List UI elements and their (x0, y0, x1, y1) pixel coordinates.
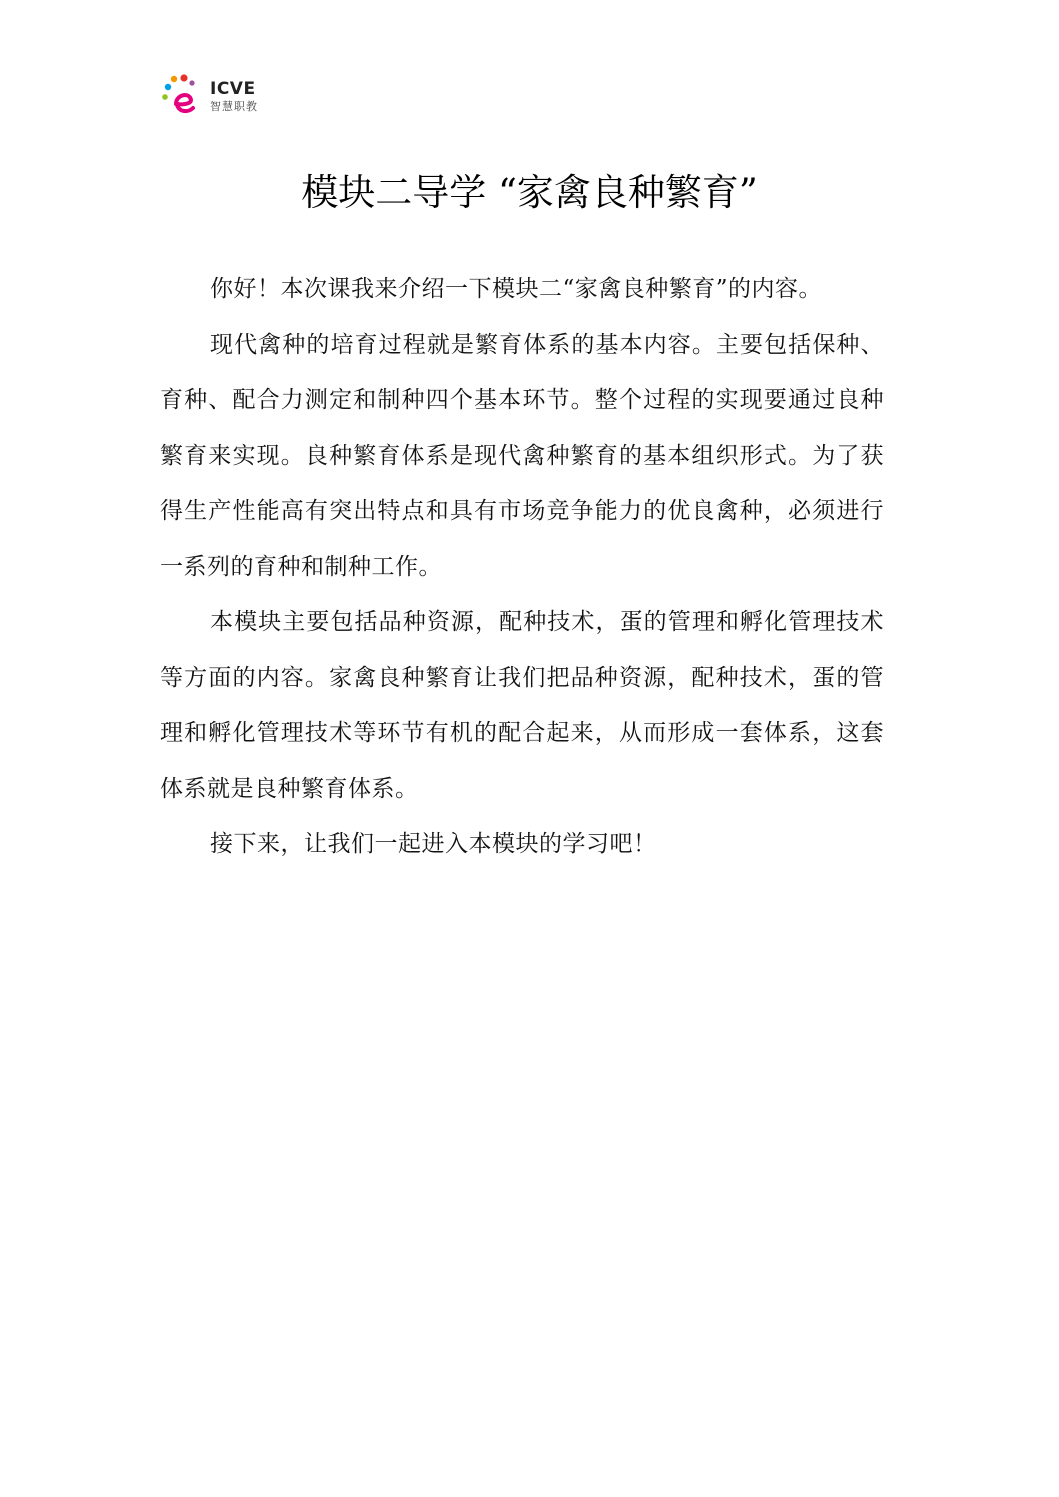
paragraph-module-content: 本模块主要包括品种资源，配种技术，蛋的管理和孵化管理技术等方面的内容。家禽良种繁育让我们把品种资源，配种技术，蛋的管理和孵化管理技术等环节有机的配合起来，从而形成一套体系，这套体系就是良种繁育体系。 (160, 609, 884, 802)
logo-subtitle: 智慧职教 (210, 100, 258, 113)
icve-logo (160, 74, 270, 120)
paragraph-closing: 接下来，让我们一起进入本模块的学习吧！ (210, 831, 657, 857)
document-body (160, 262, 884, 873)
logo-wordmark: ICVE (210, 79, 256, 99)
icve-logo-mark (160, 74, 208, 120)
paragraph-breeding-system: 现代禽种的培育过程就是繁育体系的基本内容。主要包括保种、育种、配合力测定和制种四个基本环节。整个过程的实现要通过良种繁育来实现。良种繁育体系是现代禽种繁育的基本组织形式。为了获得生产性能高有突出特点和具有市场竞争能力的优良禽种，必须进行一系列的育种和制种工作。 (160, 331, 884, 580)
document-title: 模块二导学 “家禽良种繁育” (301, 171, 758, 214)
paragraph-greeting: 你好！本次课我来介绍一下模块二“家禽良种繁育”的内容。 (210, 276, 823, 302)
